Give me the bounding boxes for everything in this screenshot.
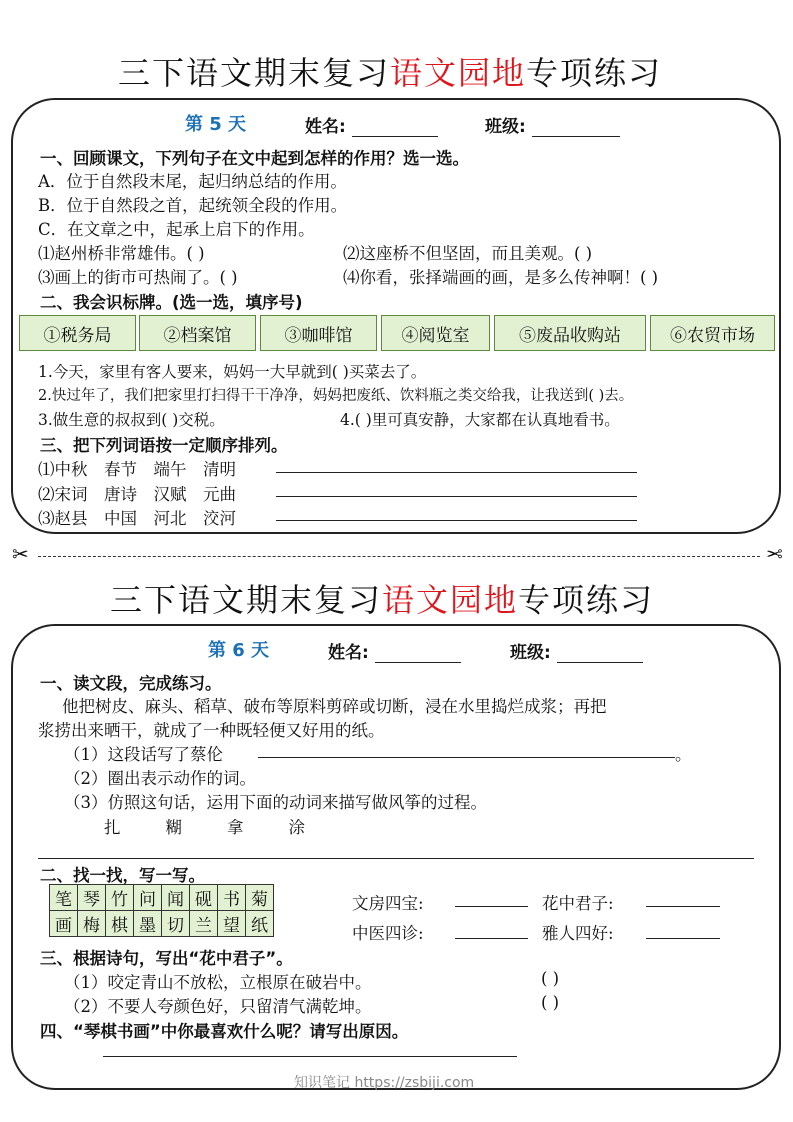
title-part: 专项练习 bbox=[518, 581, 655, 619]
answer-line[interactable] bbox=[276, 472, 637, 473]
option-b: B．位于自然段之首，起统领全段的作用。 bbox=[38, 196, 348, 215]
answer-line[interactable] bbox=[455, 938, 528, 939]
category-label: 花中君子: bbox=[542, 894, 614, 913]
grid-cell: 兰 bbox=[190, 911, 218, 937]
question: ⑶画上的街市可热闹了。( ) bbox=[38, 268, 238, 287]
class-blank[interactable] bbox=[557, 644, 643, 663]
passage-line: 他把树皮、麻头、稻草、破布等原料剪碎或切断，浸在水里捣烂成浆；再把 bbox=[62, 697, 607, 716]
grid-cell: 切 bbox=[162, 911, 190, 937]
sign-card: ③咖啡馆 bbox=[260, 315, 377, 351]
word-list: ⑶赵县 中国 河北 洨河 bbox=[38, 509, 236, 528]
section-heading: 一、读文段，完成练习。 bbox=[40, 674, 222, 693]
character-grid bbox=[49, 884, 274, 937]
passage-line: 浆捞出来晒干，就成了一种既轻便又好用的纸。 bbox=[38, 721, 385, 740]
sign-card: ②档案馆 bbox=[139, 315, 256, 351]
grid-cell: 琴 bbox=[78, 885, 106, 911]
grid-cell: 书 bbox=[218, 885, 246, 911]
title-part: 专项练习 bbox=[526, 54, 663, 92]
grid-cell: 画 bbox=[50, 911, 78, 937]
grid-row bbox=[50, 911, 274, 937]
answer-line[interactable] bbox=[276, 496, 637, 497]
answer-line[interactable] bbox=[455, 906, 528, 907]
word-list: ⑵宋词 唐诗 汉赋 元曲 bbox=[38, 485, 236, 504]
title-highlight: 语文园地 bbox=[382, 581, 519, 619]
question: （3）仿照这句话，运用下面的动词来描写做风筝的过程。 bbox=[64, 793, 487, 812]
grid-cell: 菊 bbox=[246, 885, 274, 911]
day-label: 第 5 天 bbox=[185, 114, 247, 135]
scissors-right-icon: ✂ bbox=[766, 542, 783, 566]
worksheet1-title bbox=[118, 48, 662, 94]
option-a: A．位于自然段末尾，起归纳总结的作用。 bbox=[38, 172, 347, 191]
grid-cell: 纸 bbox=[246, 911, 274, 937]
grid-cell: 笔 bbox=[50, 885, 78, 911]
name-blank[interactable] bbox=[375, 644, 461, 663]
sign-card: ⑥农贸市场 bbox=[650, 315, 775, 351]
poem-line: （2）不要人夸颜色好，只留清气满乾坤。 bbox=[64, 997, 372, 1016]
question: ⑵这座桥不但坚固，而且美观。( ) bbox=[343, 244, 593, 263]
scissors-left-icon: ✂ bbox=[12, 542, 29, 566]
question: ⑷你看，张择端画的画，是多么传神啊！( ) bbox=[343, 268, 659, 287]
fill-sentence: 4.( )里可真安静，大家都在认真地看书。 bbox=[340, 411, 620, 429]
section-heading: 二、我会识标牌。(选一选，填序号) bbox=[40, 293, 303, 312]
grid-cell: 砚 bbox=[190, 885, 218, 911]
name-label: 姓名: bbox=[305, 117, 346, 137]
category-label: 文房四宝: bbox=[352, 894, 424, 913]
grid-cell: 闻 bbox=[162, 885, 190, 911]
footer-watermark: 知识笔记 https://zsbiji.com bbox=[294, 1075, 475, 1091]
category-label: 中医四诊: bbox=[352, 924, 424, 943]
title-part: 三下语文期末复习 bbox=[110, 581, 383, 619]
grid-cell: 梅 bbox=[78, 911, 106, 937]
answer-line[interactable] bbox=[646, 938, 720, 939]
day-label: 第 6 天 bbox=[208, 640, 270, 661]
answer-line[interactable] bbox=[103, 1056, 517, 1057]
class-label: 班级: bbox=[510, 643, 551, 663]
class-field bbox=[485, 112, 620, 137]
answer-line[interactable] bbox=[38, 858, 754, 859]
answer-line[interactable] bbox=[276, 520, 637, 521]
word-list: ⑴中秋 春节 端午 清明 bbox=[38, 460, 236, 479]
fill-sentence: 2.快过年了，我们把家里打扫得干干净净，妈妈把废纸、饮料瓶之类交给我，让我送到( )去。 bbox=[38, 388, 634, 404]
fill-sentence: 1.今天，家里有客人要来，妈妈一大早就到( )买菜去了。 bbox=[38, 363, 427, 381]
answer-paren[interactable]: ( ) bbox=[541, 993, 560, 1012]
grid-cell: 墨 bbox=[134, 911, 162, 937]
question-end: 。 bbox=[675, 745, 692, 764]
sign-card: ④阅览室 bbox=[381, 315, 490, 351]
cut-line bbox=[38, 556, 760, 557]
section-heading: 一、回顾课文，下列句子在文中起到怎样的作用？选一选。 bbox=[40, 149, 469, 168]
name-label: 姓名: bbox=[328, 643, 369, 663]
class-blank[interactable] bbox=[532, 118, 620, 137]
grid-cell: 望 bbox=[218, 911, 246, 937]
question: （1）这段话写了蔡伦 bbox=[64, 745, 223, 764]
question: ⑴赵州桥非常雄伟。( ) bbox=[38, 244, 205, 263]
class-label: 班级: bbox=[485, 117, 526, 137]
grid-cell: 竹 bbox=[106, 885, 134, 911]
class-field bbox=[510, 638, 643, 663]
grid-row bbox=[50, 885, 274, 911]
answer-line[interactable] bbox=[646, 906, 720, 907]
verb-list: 扎 糊 拿 涂 bbox=[104, 818, 309, 837]
grid-cell: 棋 bbox=[106, 911, 134, 937]
section-heading: 三、把下列词语按一定顺序排列。 bbox=[40, 436, 288, 455]
category-label: 雅人四好: bbox=[542, 924, 614, 943]
name-field bbox=[305, 112, 438, 137]
section-heading: 二、找一找，写一写。 bbox=[40, 866, 205, 885]
name-field bbox=[328, 638, 461, 663]
title-part: 三下语文期末复习 bbox=[118, 54, 391, 92]
answer-line[interactable] bbox=[258, 757, 675, 758]
section-heading: 四、“琴棋书画”中你最喜欢什么呢？请写出原因。 bbox=[40, 1022, 409, 1041]
sign-card: ⑤废品收购站 bbox=[494, 315, 646, 351]
poem-line: （1）咬定青山不放松，立根原在破岩中。 bbox=[64, 973, 372, 992]
sign-card: ①税务局 bbox=[19, 315, 136, 351]
option-c: C．在文章之中，起承上启下的作用。 bbox=[38, 220, 315, 239]
question: （2）圈出表示动作的词。 bbox=[64, 769, 256, 788]
name-blank[interactable] bbox=[352, 118, 438, 137]
worksheet2-title bbox=[110, 575, 654, 621]
fill-sentence: 3.做生意的叔叔到( )交税。 bbox=[38, 411, 225, 429]
section-heading: 三、根据诗句，写出“花中君子”。 bbox=[40, 949, 293, 968]
title-highlight: 语文园地 bbox=[390, 54, 527, 92]
grid-cell: 问 bbox=[134, 885, 162, 911]
answer-paren[interactable]: ( ) bbox=[541, 969, 560, 988]
